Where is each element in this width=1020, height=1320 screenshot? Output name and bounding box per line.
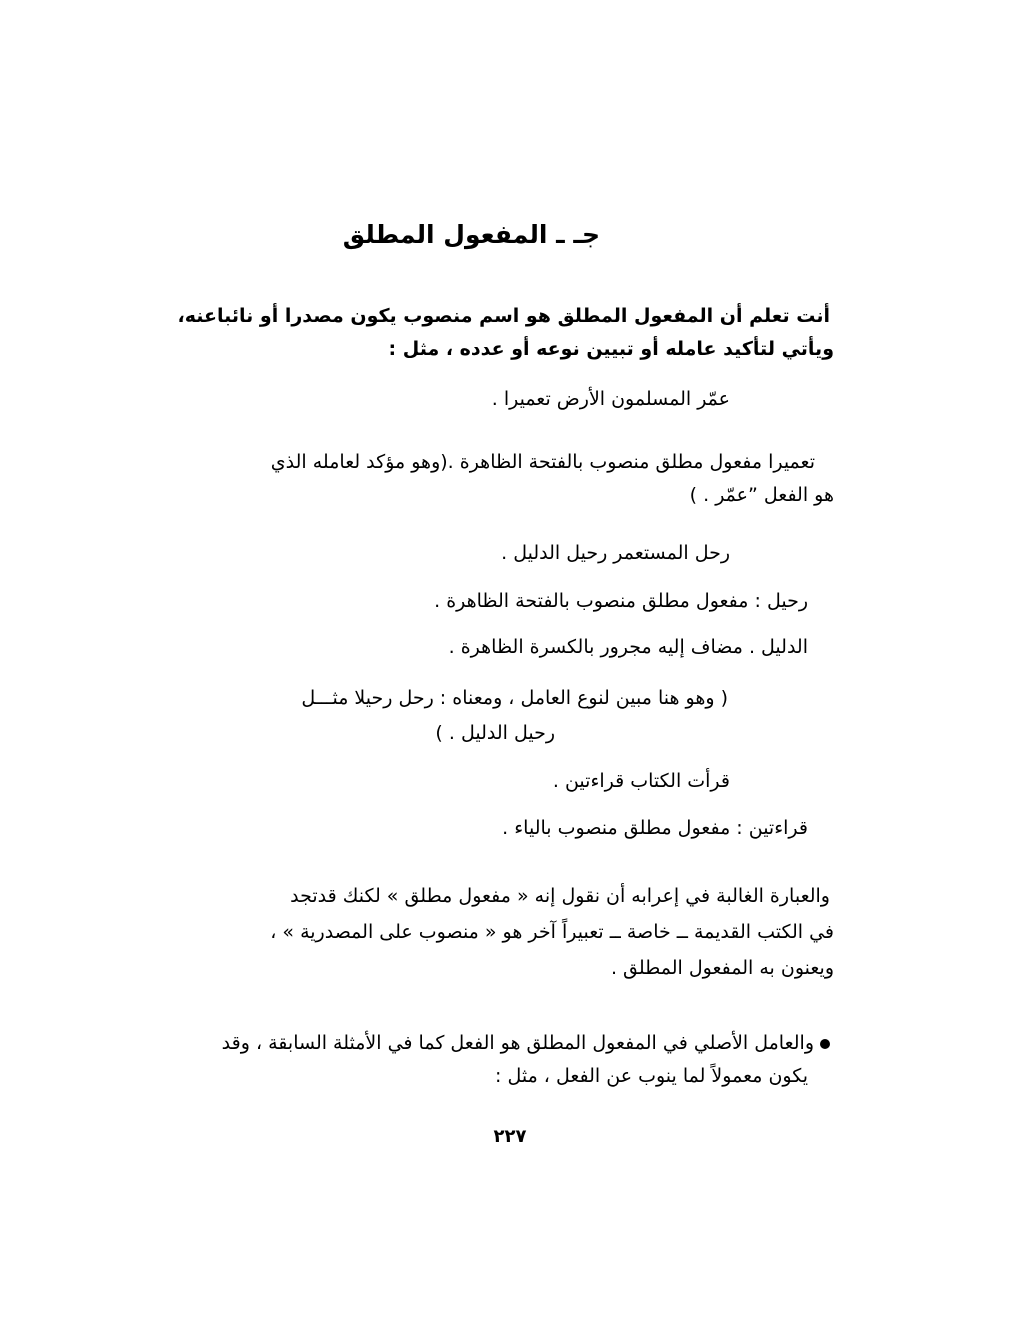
example-2-sentence: رحل المستعمر رحيل الدليل .	[501, 542, 730, 564]
intro-line-1: أنت تعلم أن المفعول المطلق هو اسم منصوب يكون مصدرا أو نائباعنه،	[177, 305, 830, 327]
paragraph-2-line-1: والعبارة الغالبة في إعرابه أن نقول إنه « مفعول مطلق » لكنك قدتجد	[290, 885, 830, 907]
bullet-item-line-1	[222, 1030, 830, 1056]
example-1-analysis-line-2: هو الفعل ”عمّر . )	[689, 484, 834, 506]
page-number: ٢٢٧	[493, 1126, 527, 1147]
example-2-analysis-1: رحيل : مفعول مطلق منصوب بالفتحة الظاهرة .	[434, 590, 808, 612]
bullet-text-1: والعامل الأصلي في المفعول المطلق هو الفعل كما في الأمثلة السابقة ، وقد	[221, 1032, 814, 1054]
paragraph-2-line-2: في الكتب القديمة ــ خاصة ــ تعبيراً آخر هو « منصوب على المصدرية » ،	[270, 921, 834, 943]
bullet-item-line-2: يكون معمولاً لما ينوب عن الفعل ، مثل :	[495, 1065, 808, 1087]
example-2-note-line-1: ( وهو هنا مبين لنوع العامل ، ومعناه : رحل رحيلا مثـــل	[301, 687, 728, 709]
section-title: جـ ـ المفعول المطلق	[342, 220, 600, 249]
example-1-analysis-line-1: تعميرا مفعول مطلق منصوب بالفتحة الظاهرة .(وهو مؤكد لعامله الذي	[270, 451, 815, 473]
intro-line-2: ويأتي لتأكيد عامله أو تبيين نوعه أو عدده ، مثل :	[388, 338, 834, 360]
example-1-sentence: عمّر المسلمون الأرض تعميرا .	[491, 388, 730, 410]
example-2-analysis-2: الدليل . مضاف إليه مجرور بالكسرة الظاهرة .	[448, 636, 808, 658]
paragraph-2-line-3: ويعنون به المفعول المطلق .	[610, 957, 834, 979]
example-3-sentence: قرأت الكتاب قراءتين .	[552, 770, 730, 792]
example-3-analysis: قراءتين : مفعول مطلق منصوب بالياء .	[502, 817, 808, 839]
bullet-icon	[820, 1039, 830, 1049]
example-2-note-line-2: رحيل الدليل . )	[435, 722, 555, 744]
